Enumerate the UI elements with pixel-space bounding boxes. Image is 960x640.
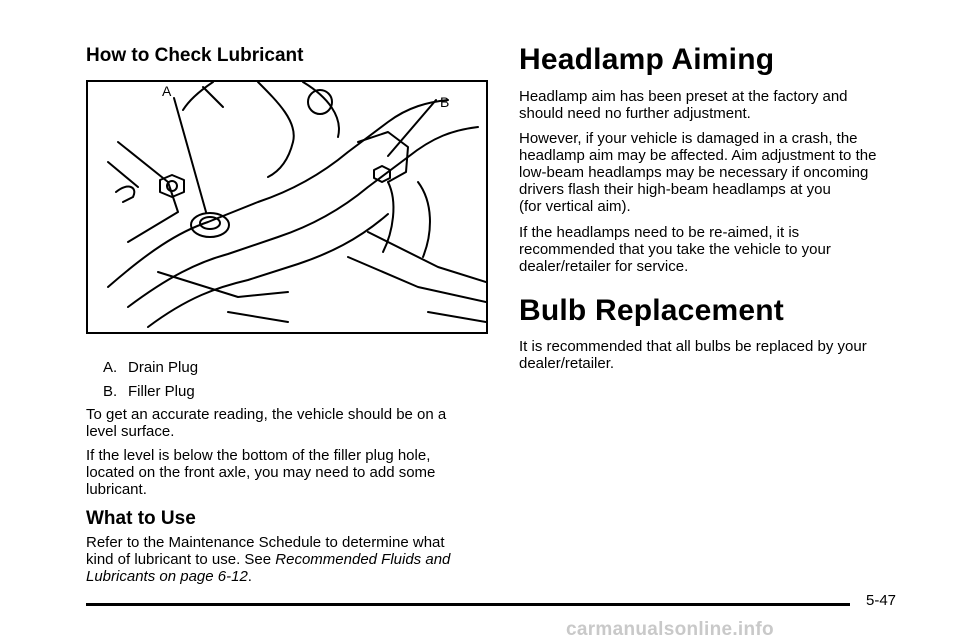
text-line: dealer/retailer. <box>519 355 615 372</box>
paragraph-headlamp-reaim <box>519 224 919 275</box>
caption-text: Filler Plug <box>128 383 195 400</box>
caption-filler-plug <box>103 383 195 400</box>
section-heading-what-to-use: What to Use <box>86 508 196 529</box>
paragraph-headlamp-crash <box>519 130 919 215</box>
text-line: It is recommended that all bulbs be replaced by your <box>519 338 867 355</box>
caption-key: B. <box>103 383 118 400</box>
text-line: located on the front axle, you may need to add some <box>86 464 436 481</box>
paragraph-bulb-replacement <box>519 338 919 372</box>
caption-text: Drain Plug <box>128 359 199 376</box>
text-line: should need no further adjustment. <box>519 105 751 122</box>
text-line: However, if your vehicle is damaged in a crash, the <box>519 130 858 147</box>
text-line: lubricant. <box>86 481 147 498</box>
paragraph-headlamp-preset <box>519 88 919 122</box>
paragraph-accurate-reading <box>86 406 488 440</box>
section-heading-check-lubricant: How to Check Lubricant <box>86 45 304 66</box>
paragraph-what-to-use <box>86 534 488 585</box>
cross-reference-link[interactable]: Lubricants on page 6-12 <box>86 568 248 585</box>
text-plain: . <box>247 568 252 585</box>
text-line: level surface. <box>86 423 175 440</box>
text-line: (for vertical aim). <box>519 198 631 215</box>
figure-label-a: A <box>162 83 172 99</box>
page-number: 5-47 <box>866 592 897 609</box>
text-line: dealer/retailer for service. <box>519 258 689 275</box>
text-line: drivers flash their high-beam headlamps at you <box>519 181 831 198</box>
text-line <box>86 568 488 585</box>
text-line: If the level is below the bottom of the filler plug hole, <box>86 447 431 464</box>
footer-rule <box>86 603 850 606</box>
text-line: If the headlamps need to be re-aimed, it is <box>519 224 800 241</box>
axle-illustration <box>86 80 488 334</box>
text-line <box>86 551 488 568</box>
text-plain: kind of lubricant to use. See <box>86 551 276 568</box>
paragraph-fill-level <box>86 447 488 498</box>
section-heading-headlamp-aiming: Headlamp Aiming <box>519 43 775 76</box>
section-heading-bulb-replacement: Bulb Replacement <box>519 294 784 327</box>
figure-label-b: B <box>440 94 450 110</box>
text-line: headlamp aim may be affected. Aim adjustment to the <box>519 147 877 164</box>
text-line: Headlamp aim has been preset at the factory and <box>519 88 848 105</box>
text-line: Refer to the Maintenance Schedule to determine what <box>86 534 445 551</box>
text-line: low-beam headlamps may be necessary if oncoming <box>519 164 869 181</box>
caption-drain-plug <box>103 359 198 376</box>
text-line: To get an accurate reading, the vehicle should be on a <box>86 406 447 423</box>
axle-drawing <box>88 82 486 332</box>
watermark: carmanualsonline.info <box>566 619 774 640</box>
cross-reference-link[interactable]: Recommended Fluids and <box>275 551 451 568</box>
caption-key: A. <box>103 359 118 376</box>
text-line: recommended that you take the vehicle to your <box>519 241 831 258</box>
